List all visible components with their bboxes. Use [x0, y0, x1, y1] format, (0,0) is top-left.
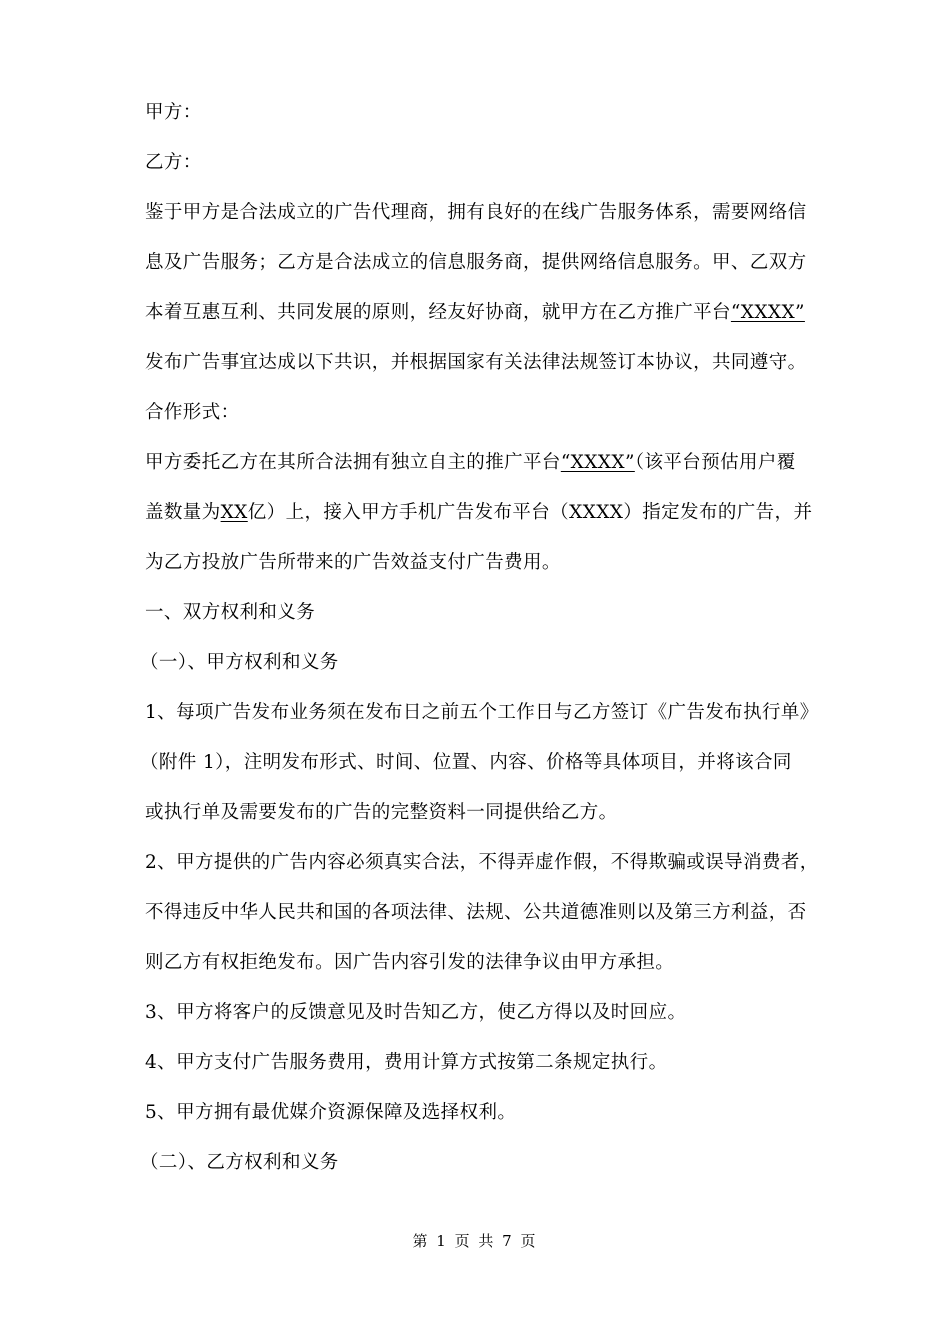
- cooperation-line-2-tail: 亿）上，接入甲方手机广告发布平台（XXXX）指定发布的广告，并: [247, 502, 813, 523]
- item-4: 4、甲方支付广告服务费用，费用计算方式按第二条规定执行。: [145, 1052, 668, 1073]
- item-1-line-3: 或执行单及需要发布的广告的完整资料一同提供给乙方。: [145, 802, 618, 823]
- section-1-heading: 一、双方权利和义务: [145, 602, 316, 623]
- item-1-line-2: （附件 1），注明发布形式、时间、位置、内容、价格等具体项目，并将该合同: [140, 752, 792, 773]
- cooperation-heading: 合作形式：: [145, 402, 240, 423]
- preamble-line-2: 息及广告服务；乙方是合法成立的信息服务商，提供网络信息服务。甲、乙双方: [145, 252, 807, 273]
- cooperation-line-2: [145, 500, 812, 526]
- cooperation-line-1: [145, 450, 796, 476]
- preamble-line-1: 鉴于甲方是合法成立的广告代理商，拥有良好的在线广告服务体系，需要网络信: [145, 202, 807, 223]
- party-b-label: 乙方：: [145, 152, 202, 173]
- preamble-line-3-text: 本着互惠互利、共同发展的原则，经友好协商，就甲方在乙方推广平台: [145, 302, 731, 323]
- user-count-blank: XX: [220, 502, 248, 523]
- cooperation-line-1-tail: （该平台预估用户覆: [634, 452, 796, 473]
- platform-name-blank: “XXXX”: [560, 452, 635, 473]
- party-a-label: 甲方：: [145, 102, 202, 123]
- item-2-line-2: 不得违反中华人民共和国的各项法律、法规、公共道德准则以及第三方利益，否: [145, 902, 807, 923]
- item-2-line-1: 2、甲方提供的广告内容必须真实合法，不得弄虚作假，不得欺骗或误导消费者，: [145, 852, 819, 873]
- preamble-line-3: [145, 300, 805, 326]
- cooperation-line-3: 为乙方投放广告所带来的广告效益支付广告费用。: [145, 552, 561, 573]
- cooperation-line-1-text: 甲方委托乙方在其所合法拥有独立自主的推广平台: [145, 452, 561, 473]
- preamble-line-4: 发布广告事宜达成以下共识，并根据国家有关法律法规签订本协议，共同遵守。: [145, 352, 807, 373]
- subsection-1-heading: （一）、甲方权利和义务: [140, 652, 339, 673]
- item-5: 5、甲方拥有最优媒介资源保障及选择权利。: [145, 1102, 517, 1123]
- item-2-line-3: 则乙方有权拒绝发布。因广告内容引发的法律争议由甲方承担。: [145, 952, 675, 973]
- subsection-2-heading: （二）、乙方权利和义务: [140, 1152, 339, 1173]
- item-3: 3、甲方将客户的反馈意见及时告知乙方，使乙方得以及时回应。: [145, 1002, 687, 1023]
- item-1-line-1: 1、每项广告发布业务须在发布日之前五个工作日与乙方签订《广告发布执行单》: [145, 702, 819, 723]
- page-number-footer: 第 1 页 共 7 页: [412, 1232, 538, 1250]
- cooperation-line-2-text: 盖数量为: [145, 502, 221, 523]
- platform-name-blank: “XXXX”: [730, 302, 805, 323]
